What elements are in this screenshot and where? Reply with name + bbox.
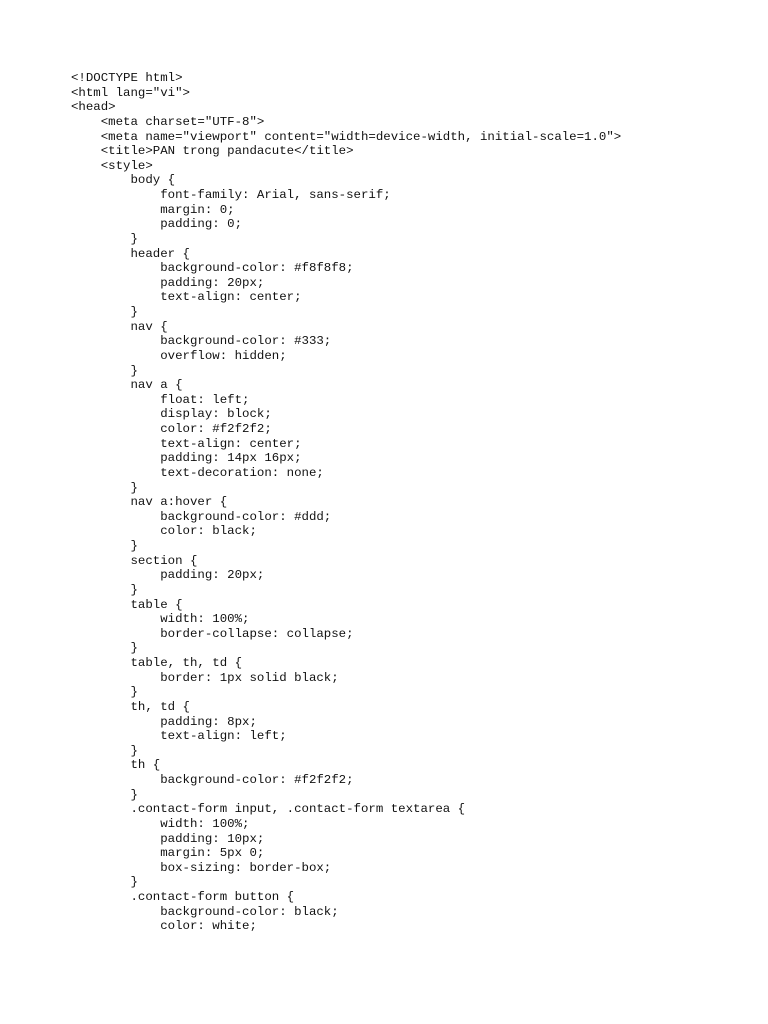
code-line: } [71, 875, 138, 890]
code-line: padding: 0; [71, 217, 243, 232]
code-line: width: 100%; [71, 612, 250, 627]
code-line: <meta charset="UTF-8"> [71, 114, 265, 129]
code-line: } [71, 685, 138, 700]
code-line: <head> [71, 100, 116, 115]
code-line: color: #f2f2f2; [71, 422, 272, 436]
code-line: text-align: center; [71, 436, 302, 451]
code-line: background-color: #ddd; [71, 509, 332, 524]
code-line: section { [71, 553, 198, 568]
code-line: font-family: Arial, sans-serif; [71, 188, 391, 202]
code-line: } [71, 231, 138, 246]
code-line: } [71, 305, 138, 319]
code-line: <!DOCTYPE html> [71, 71, 183, 85]
code-line: text-align: left; [71, 729, 287, 744]
code-line: <title>PAN trong pandacute</title> [71, 144, 354, 159]
code-line: padding: 8px; [71, 714, 257, 729]
code-line: background-color: #f2f2f2; [71, 773, 354, 787]
code-line: box-sizing: border-box; [71, 860, 332, 875]
code-line: header { [71, 246, 190, 261]
code-line: body { [71, 173, 176, 188]
code-line: <style> [71, 158, 153, 173]
code-line: width: 100%; [71, 816, 250, 831]
code-line: th, td { [71, 699, 190, 714]
code-listing [71, 71, 621, 934]
code-line: <html lang="vi"> [71, 85, 190, 100]
code-line: } [71, 363, 138, 378]
code-line: nav { [71, 319, 168, 334]
code-line: .contact-form button { [71, 890, 295, 904]
code-line: display: block; [71, 407, 272, 422]
code-line: th { [71, 758, 161, 773]
code-line: margin: 0; [71, 202, 235, 217]
code-line: color: black; [71, 524, 257, 539]
code-line: table { [71, 597, 183, 612]
code-line: padding: 20px; [71, 568, 265, 583]
code-line: background-color: black; [71, 904, 339, 919]
code-line: padding: 10px; [71, 831, 265, 846]
code-line: float: left; [71, 392, 250, 407]
code-line: background-color: #f8f8f8; [71, 261, 354, 276]
code-line: padding: 14px 16px; [71, 451, 302, 466]
code-line: } [71, 743, 138, 758]
code-line: margin: 5px 0; [71, 846, 265, 861]
code-line: overflow: hidden; [71, 348, 287, 363]
code-line: nav a { [71, 378, 183, 393]
code-line: .contact-form input, .contact-form textarea { [71, 802, 466, 817]
code-line: color: white; [71, 919, 257, 934]
code-line: table, th, td { [71, 656, 243, 670]
code-line: padding: 20px; [71, 275, 265, 290]
code-line: <meta name="viewport" content="width=device-width, initial-scale=1.0"> [71, 129, 622, 144]
code-line: text-align: center; [71, 290, 302, 305]
code-line: } [71, 641, 138, 656]
code-line: border-collapse: collapse; [71, 626, 354, 641]
code-line: nav a:hover { [71, 495, 228, 510]
code-line: } [71, 787, 138, 802]
code-line: } [71, 539, 138, 553]
code-line: text-decoration: none; [71, 465, 324, 480]
code-line: } [71, 480, 138, 495]
code-line: border: 1px solid black; [71, 670, 339, 685]
code-line: background-color: #333; [71, 334, 332, 349]
code-line: } [71, 582, 138, 597]
